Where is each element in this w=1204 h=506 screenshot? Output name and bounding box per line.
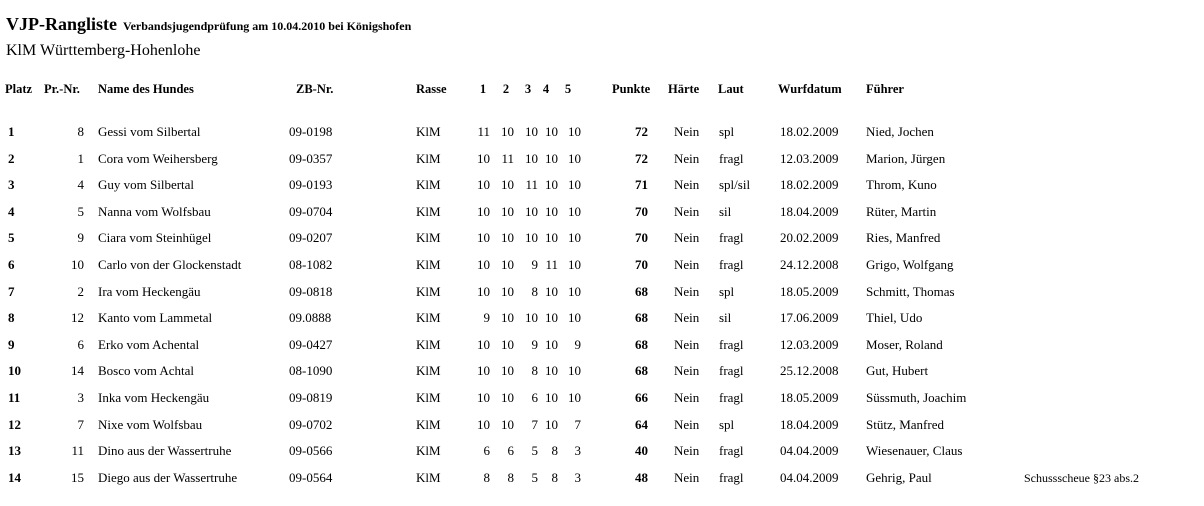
cell-f2: 10 — [501, 310, 514, 326]
cell-wurf: 18.02.2009 — [780, 177, 839, 193]
col-f2: 2 — [502, 82, 510, 96]
cell-name: Carlo von der Glockenstadt — [98, 257, 242, 272]
cell-laut: fragl — [719, 469, 744, 485]
cell-punkte: 68 — [635, 336, 648, 352]
cell-f5: 10 — [568, 257, 581, 272]
cell-haerte: Nein — [674, 257, 700, 272]
cell-f4: 10 — [545, 177, 558, 193]
cell-f3: 5 — [531, 469, 538, 485]
cell-platz: 3 — [8, 177, 15, 193]
cell-wurf: 04.04.2009 — [780, 469, 839, 485]
cell-platz: 14 — [8, 469, 21, 485]
cell-prnr: 11 — [71, 443, 84, 459]
cell-f1: 10 — [477, 363, 490, 379]
col-laut: Laut — [718, 82, 744, 96]
cell-laut: fragl — [719, 390, 744, 405]
cell-f1: 10 — [477, 257, 490, 272]
col-name: Name des Hundes — [98, 82, 194, 96]
cell-f3: 10 — [525, 230, 538, 246]
cell-punkte: 72 — [635, 150, 648, 166]
cell-f1: 6 — [483, 443, 490, 459]
cell-f5: 10 — [568, 283, 581, 299]
cell-prnr: 5 — [77, 203, 84, 219]
cell-zb: 09-0207 — [289, 230, 333, 246]
cell-platz: 10 — [8, 363, 21, 379]
cell-wurf: 20.02.2009 — [780, 230, 839, 246]
cell-punkte: 72 — [635, 124, 648, 139]
cell-name: Guy vom Silbertal — [98, 177, 195, 193]
cell-zb: 09-0564 — [289, 469, 333, 485]
cell-fuehrer: Nied, Jochen — [866, 124, 934, 139]
cell-f5: 10 — [568, 177, 581, 193]
report-header — [6, 14, 411, 35]
cell-f2: 10 — [501, 257, 514, 272]
cell-platz: 6 — [8, 257, 15, 272]
col-f4: 4 — [542, 82, 550, 96]
cell-f5: 9 — [574, 336, 581, 352]
cell-name: Diego aus der Wassertruhe — [98, 469, 238, 485]
cell-f3: 8 — [531, 283, 538, 299]
cell-haerte: Nein — [674, 310, 700, 326]
cell-platz: 11 — [8, 390, 21, 405]
cell-f1: 10 — [477, 230, 490, 246]
cell-f3: 10 — [525, 203, 538, 219]
cell-f4: 10 — [545, 230, 558, 246]
cell-laut: spl — [719, 283, 735, 299]
cell-haerte: Nein — [674, 124, 700, 139]
cell-haerte: Nein — [674, 150, 700, 166]
cell-haerte: Nein — [674, 203, 700, 219]
col-platz: Platz — [5, 82, 33, 96]
cell-fuehrer: Moser, Roland — [866, 336, 943, 352]
col-punkte: Punkte — [612, 82, 651, 96]
cell-platz: 1 — [8, 124, 15, 139]
cell-prnr: 15 — [71, 469, 84, 485]
cell-fuehrer: Gehrig, Paul — [866, 469, 932, 485]
cell-laut: sil — [719, 310, 732, 326]
cell-laut: spl/sil — [719, 177, 751, 193]
cell-f4: 11 — [545, 257, 558, 272]
cell-laut: fragl — [719, 257, 744, 272]
col-rasse: Rasse — [416, 82, 447, 96]
cell-prnr: 2 — [77, 283, 84, 299]
cell-fuehrer: Gut, Hubert — [866, 363, 929, 379]
cell-f3: 10 — [525, 150, 538, 166]
cell-f1: 8 — [483, 469, 490, 485]
report-title: VJP-Rangliste — [6, 14, 117, 34]
cell-zb: 09-0702 — [289, 416, 333, 432]
cell-f5: 10 — [568, 363, 581, 379]
cell-platz: 2 — [8, 150, 15, 166]
cell-f1: 10 — [477, 150, 490, 166]
col-zb: ZB-Nr. — [296, 82, 334, 96]
cell-f2: 10 — [501, 283, 514, 299]
cell-name: Ciara vom Steinhügel — [98, 230, 212, 246]
cell-zb: 09.0888 — [289, 310, 332, 326]
cell-wurf: 18.05.2009 — [780, 390, 839, 405]
cell-f2: 10 — [501, 124, 514, 139]
col-f1: 1 — [479, 82, 487, 96]
cell-f2: 11 — [501, 150, 514, 166]
cell-rasse: KlM — [416, 416, 441, 432]
cell-name: Inka vom Heckengäu — [98, 390, 210, 405]
cell-f4: 10 — [545, 150, 558, 166]
cell-haerte: Nein — [674, 336, 700, 352]
cell-f3: 9 — [531, 257, 538, 272]
cell-f1: 10 — [477, 177, 490, 193]
cell-wurf: 24.12.2008 — [780, 257, 839, 272]
cell-punkte: 64 — [635, 416, 648, 432]
cell-laut: fragl — [719, 363, 744, 379]
cell-punkte: 40 — [635, 443, 648, 459]
cell-fuehrer: Schmitt, Thomas — [866, 283, 955, 299]
cell-f3: 9 — [531, 336, 538, 352]
cell-prnr: 9 — [77, 230, 84, 246]
col-prnr: Pr.-Nr. — [44, 82, 80, 96]
cell-rasse: KlM — [416, 310, 441, 326]
cell-rasse: KlM — [416, 203, 441, 219]
cell-rasse: KlM — [416, 283, 441, 299]
cell-zb: 09-0818 — [289, 283, 333, 299]
cell-f5: 3 — [574, 469, 581, 485]
cell-rasse: KlM — [416, 443, 441, 459]
cell-f1: 10 — [477, 390, 490, 405]
cell-wurf: 12.03.2009 — [780, 150, 839, 166]
cell-f3: 11 — [525, 177, 538, 193]
cell-wurf: 18.04.2009 — [780, 203, 839, 219]
col-wurfdatum: Wurfdatum — [778, 82, 842, 96]
cell-f4: 10 — [545, 310, 558, 326]
cell-zb: 09-0704 — [289, 203, 333, 219]
cell-f5: 3 — [574, 443, 581, 459]
cell-f3: 5 — [531, 443, 538, 459]
col-haerte: Härte — [668, 82, 700, 96]
cell-f4: 10 — [545, 336, 558, 352]
cell-punkte: 71 — [635, 177, 648, 193]
cell-f4: 8 — [551, 443, 558, 459]
cell-laut: fragl — [719, 443, 744, 459]
cell-prnr: 12 — [71, 310, 84, 326]
cell-rasse: KlM — [416, 257, 441, 272]
col-f3: 3 — [524, 82, 532, 96]
cell-f4: 10 — [545, 283, 558, 299]
cell-haerte: Nein — [674, 283, 700, 299]
cell-prnr: 10 — [71, 257, 84, 272]
cell-prnr: 14 — [71, 363, 84, 379]
cell-f2: 10 — [501, 390, 514, 405]
cell-fuehrer: Thiel, Udo — [866, 310, 923, 326]
cell-fuehrer: Throm, Kuno — [866, 177, 937, 193]
cell-f5: 10 — [568, 310, 581, 326]
cell-punkte: 70 — [635, 203, 648, 219]
cell-wurf: 12.03.2009 — [780, 336, 839, 352]
cell-punkte: 68 — [635, 363, 648, 379]
cell-punkte: 68 — [635, 310, 648, 326]
cell-platz: 13 — [8, 443, 21, 459]
cell-f4: 10 — [545, 124, 558, 139]
cell-prnr: 1 — [77, 150, 84, 166]
cell-f5: 10 — [568, 124, 581, 139]
cell-rasse: KlM — [416, 124, 441, 139]
cell-wurf: 25.12.2008 — [780, 363, 839, 379]
cell-punkte: 66 — [635, 390, 648, 405]
cell-f4: 10 — [545, 416, 558, 432]
col-fuehrer: Führer — [866, 82, 904, 96]
cell-name: Ira vom Heckengäu — [98, 283, 201, 299]
cell-f4: 10 — [545, 203, 558, 219]
cell-f1: 10 — [477, 203, 490, 219]
cell-f5: 10 — [568, 150, 581, 166]
cell-rasse: KlM — [416, 336, 441, 352]
cell-platz: 5 — [8, 230, 15, 246]
cell-wurf: 18.02.2009 — [780, 124, 839, 139]
cell-f1: 10 — [477, 336, 490, 352]
organization-name: KlM Württemberg-Hohenlohe — [6, 42, 201, 59]
cell-haerte: Nein — [674, 416, 700, 432]
cell-f2: 10 — [501, 230, 514, 246]
cell-f5: 10 — [568, 203, 581, 219]
cell-wurf: 04.04.2009 — [780, 443, 839, 459]
cell-punkte: 70 — [635, 230, 648, 246]
cell-wurf: 18.04.2009 — [780, 416, 839, 432]
cell-rasse: KlM — [416, 469, 441, 485]
cell-platz: 4 — [8, 203, 15, 219]
cell-platz: 12 — [8, 416, 21, 432]
cell-f3: 7 — [531, 416, 538, 432]
remark-note: Schussscheue §23 abs.2 — [1024, 471, 1139, 485]
cell-prnr: 7 — [77, 416, 84, 432]
cell-f4: 8 — [551, 469, 558, 485]
cell-laut: sil — [719, 203, 732, 219]
cell-f4: 10 — [545, 390, 558, 405]
cell-haerte: Nein — [674, 177, 700, 193]
report-subtitle: Verbandsjugendprüfung am 10.04.2010 bei Königshofen — [123, 19, 412, 33]
cell-f5: 10 — [568, 230, 581, 246]
cell-fuehrer: Süssmuth, Joachim — [866, 390, 967, 405]
cell-laut: spl — [719, 124, 735, 139]
cell-punkte: 48 — [635, 469, 648, 485]
cell-f2: 10 — [501, 177, 514, 193]
cell-f2: 8 — [507, 469, 514, 485]
cell-fuehrer: Grigo, Wolfgang — [866, 257, 954, 272]
cell-zb: 09-0198 — [289, 124, 333, 139]
cell-laut: fragl — [719, 150, 744, 166]
cell-name: Dino aus der Wassertruhe — [98, 443, 232, 459]
cell-name: Nixe vom Wolfsbau — [98, 416, 203, 432]
cell-fuehrer: Stütz, Manfred — [866, 416, 944, 432]
cell-name: Gessi vom Silbertal — [98, 124, 201, 139]
cell-haerte: Nein — [674, 230, 700, 246]
cell-fuehrer: Wiesenauer, Claus — [866, 443, 963, 459]
cell-f3: 10 — [525, 124, 538, 139]
cell-zb: 08-1082 — [289, 257, 333, 272]
cell-platz: 7 — [8, 283, 15, 299]
cell-prnr: 8 — [77, 124, 84, 139]
cell-zb: 09-0193 — [289, 177, 333, 193]
cell-fuehrer: Marion, Jürgen — [866, 150, 946, 166]
cell-punkte: 70 — [635, 257, 648, 272]
cell-f3: 10 — [525, 310, 538, 326]
cell-rasse: KlM — [416, 230, 441, 246]
cell-fuehrer: Rüter, Martin — [866, 203, 937, 219]
cell-prnr: 4 — [77, 177, 84, 193]
cell-f2: 10 — [501, 416, 514, 432]
cell-zb: 09-0819 — [289, 390, 333, 405]
cell-f1: 10 — [477, 283, 490, 299]
cell-name: Cora vom Weihersberg — [98, 150, 218, 166]
cell-laut: fragl — [719, 336, 744, 352]
cell-haerte: Nein — [674, 363, 700, 379]
cell-f2: 10 — [501, 336, 514, 352]
cell-name: Erko vom Achental — [98, 336, 200, 352]
cell-f3: 8 — [531, 363, 538, 379]
cell-zb: 08-1090 — [289, 363, 333, 379]
cell-name: Nanna vom Wolfsbau — [98, 203, 211, 219]
cell-zb: 09-0566 — [289, 443, 333, 459]
cell-wurf: 18.05.2009 — [780, 283, 839, 299]
cell-f1: 9 — [483, 310, 490, 326]
cell-f5: 7 — [574, 416, 581, 432]
cell-f2: 10 — [501, 203, 514, 219]
cell-f1: 10 — [477, 416, 490, 432]
cell-haerte: Nein — [674, 443, 700, 459]
cell-f2: 10 — [501, 363, 514, 379]
cell-rasse: KlM — [416, 390, 441, 405]
cell-name: Kanto vom Lammetal — [98, 310, 213, 326]
cell-prnr: 6 — [77, 336, 84, 352]
cell-platz: 8 — [8, 310, 15, 326]
cell-f2: 6 — [507, 443, 514, 459]
cell-laut: fragl — [719, 230, 744, 246]
cell-haerte: Nein — [674, 469, 700, 485]
cell-rasse: KlM — [416, 363, 441, 379]
cell-fuehrer: Ries, Manfred — [866, 230, 941, 246]
cell-platz: 9 — [8, 336, 15, 352]
cell-laut: spl — [719, 416, 735, 432]
col-f5: 5 — [564, 82, 572, 96]
cell-zb: 09-0357 — [289, 150, 333, 166]
cell-rasse: KlM — [416, 150, 441, 166]
cell-punkte: 68 — [635, 283, 648, 299]
cell-f4: 10 — [545, 363, 558, 379]
cell-prnr: 3 — [77, 390, 84, 405]
cell-f5: 10 — [568, 390, 581, 405]
cell-f3: 6 — [531, 390, 538, 405]
cell-name: Bosco vom Achtal — [98, 363, 195, 379]
cell-zb: 09-0427 — [289, 336, 333, 352]
cell-rasse: KlM — [416, 177, 441, 193]
cell-f1: 11 — [477, 124, 490, 139]
cell-haerte: Nein — [674, 390, 700, 405]
cell-wurf: 17.06.2009 — [780, 310, 839, 326]
